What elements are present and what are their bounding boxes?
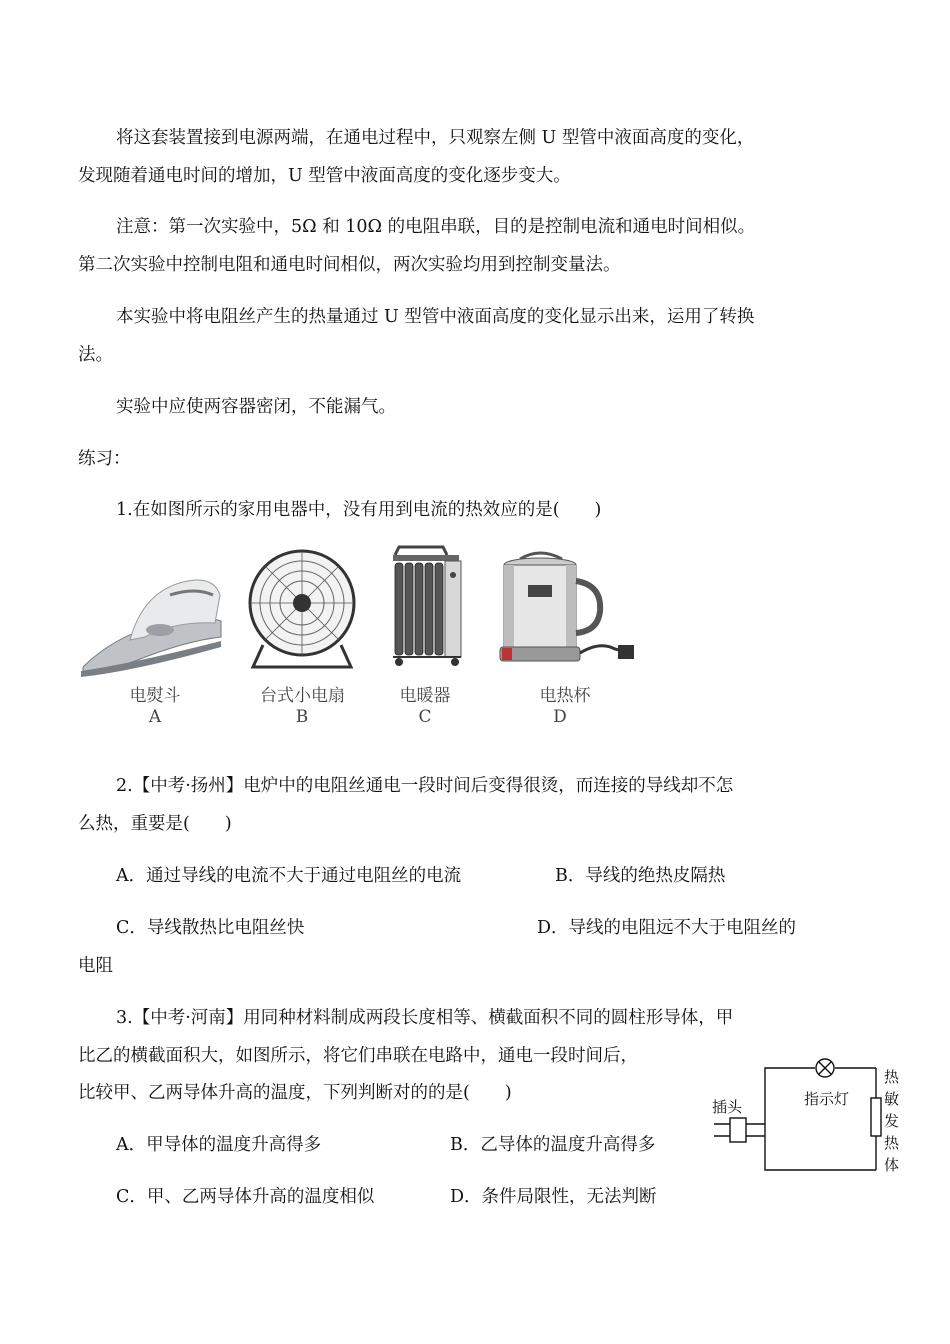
appliance-caption: 电暖器 [399,686,451,706]
option-c: C．导线散热比电阻丝快 [116,918,305,938]
paragraph-line: 注意：第一次实验中，5Ω 和 10Ω 的电阻串联，目的是控制电流和通电时间相似。 [116,217,756,237]
option-b: B．乙导体的温度升高得多 [450,1135,656,1155]
option-c: C．甲、乙两导体升高的温度相似 [116,1187,375,1207]
paragraph-line: 本实验中将电阻丝产生的热量通过 U 型管中液面高度的变化显示出来，运用了转换 [116,307,755,327]
option-b: B．导线的绝热皮隔热 [555,866,726,886]
option-d: D．条件局限性，无法判断 [450,1187,657,1207]
fan-image [245,545,360,670]
paragraph-line: 第二次实验中控制电阻和通电时间相似，两次实验均用到控制变量法。 [78,255,621,275]
option-letter: D [553,707,567,727]
paragraph-line: 法。 [78,345,113,365]
appliance-caption: 电熨斗 [129,686,181,706]
question-3-stem: 比乙的横截面积大，如图所示，将它们串联在电路中，通电一段时间后， [78,1046,638,1066]
option-d: D．导线的电阻远不大于电阻丝的 [537,918,797,938]
appliance-caption: 电热杯 [539,686,591,706]
appliance-caption: 台式小电扇 [260,686,345,706]
option-letter: C [418,707,432,727]
heater-image [385,545,465,670]
section-heading: 练习： [78,449,131,469]
paragraph-line: 发现随着通电时间的增加，U 型管中液面高度的变化逐步变大。 [78,166,571,186]
paragraph-line: 将这套装置接到电源两端，在通电过程中，只观察左侧 U 型管中液面高度的变化， [116,128,755,148]
question-3-stem: 比较甲、乙两导体升高的温度，下列判断对的的是( ) [78,1083,512,1103]
iron-image [75,545,225,680]
option-letter: B [295,707,309,727]
question-3-stem: 3.【中考·河南】用同种材料制成两段长度相等、横截面积不同的圆柱形导体，甲 [116,1008,734,1028]
option-d: 电阻 [78,956,113,976]
question-2-stem: 2.【中考·扬州】电炉中的电阻丝通电一段时间后变得很烫，而连接的导线却不怎 [116,776,734,796]
question-1-stem: 1.在如图所示的家用电器中，没有用到电流的热效应的是( ) [116,500,602,520]
option-letter: A [148,707,162,727]
paragraph-line: 实验中应使两容器密闭，不能漏气。 [116,397,396,417]
appliances-figure [75,545,645,735]
circuit-diagram [700,1050,920,1180]
option-a: A．甲导体的温度升高得多 [116,1135,322,1155]
plug-label: 插头 [712,1098,743,1116]
lamp-label: 指示灯 [804,1090,850,1108]
heater-label: 热 敏 发 热 体 [884,1068,900,1174]
electric-cup-image [490,545,640,670]
option-a: A．通过导线的电流不大于通过电阻丝的电流 [116,866,462,886]
question-2-stem: 么热，重要是( ) [78,814,232,834]
